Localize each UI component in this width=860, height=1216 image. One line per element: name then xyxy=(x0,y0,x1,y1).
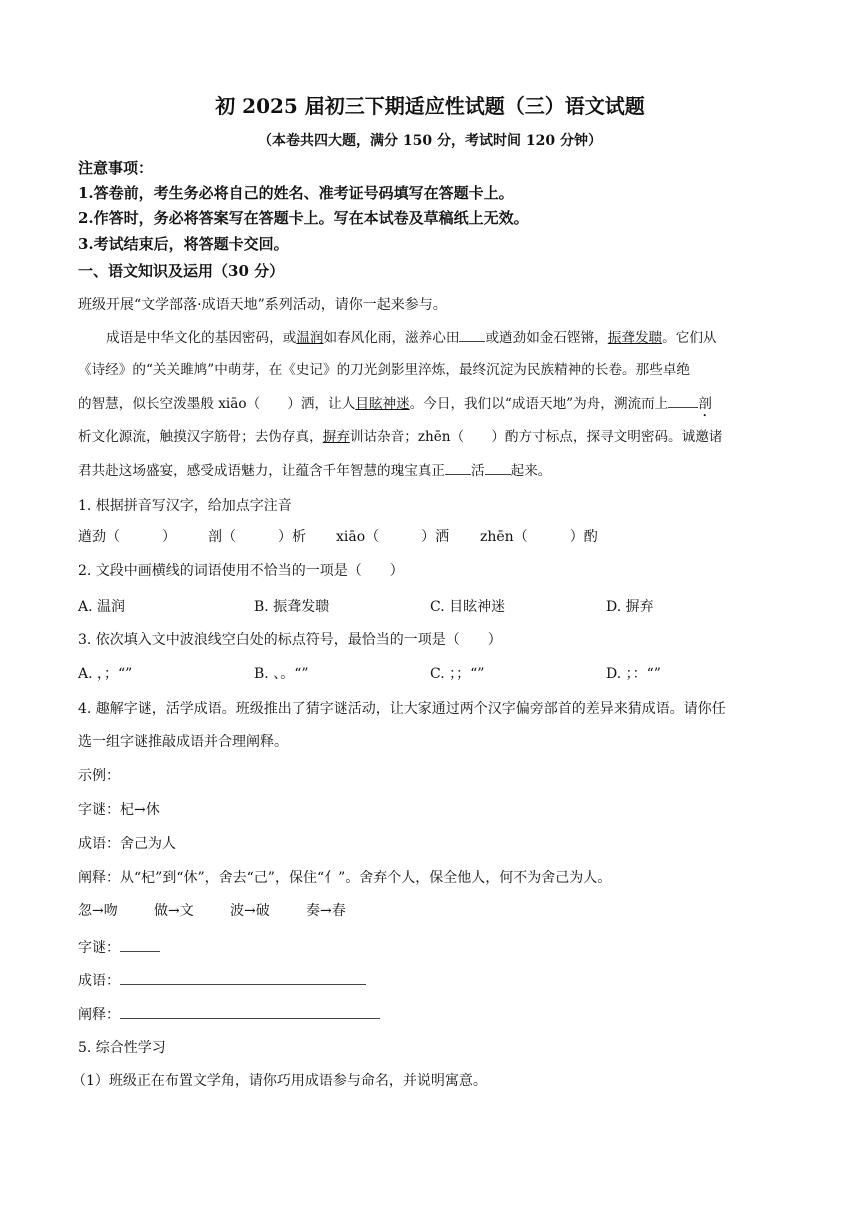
q2-option-a: A. 温润 xyxy=(78,599,126,615)
q3-option-a: A. ，；“” xyxy=(78,666,133,682)
underlined-word: 振聋发聩 xyxy=(607,330,663,346)
question-2-stem: 2. 文段中画横线的词语使用不恰当的一项是（ ） xyxy=(78,563,404,579)
underlined-word: 摒弃 xyxy=(322,429,350,445)
underlined-word: 目眩神迷 xyxy=(355,396,410,412)
page-subtitle: （本卷共四大题，满分 150 分，考试时间 120 分钟） xyxy=(258,133,602,149)
example-label: 示例： xyxy=(78,768,120,784)
answer-riddle-line: 字谜： xyxy=(78,937,160,958)
q2-option-c: C. 目眩神迷 xyxy=(430,599,506,615)
passage-line: 析文化源流，触摸汉字筋骨；去伪存真，摒弃训诂杂音；zhēn（ ）酌方寸标点，探寻文明密码。诚邀诸 xyxy=(78,429,723,445)
q3-option-c: C. ；；“” xyxy=(430,666,485,682)
q1-item-b: 剖（ ）析 xyxy=(208,529,306,545)
example-explain: 阐释：从“杞”到“休”，舍去“己”，保住“亻”。舍弃个人，保全他人，何不为舍己为人。 xyxy=(78,870,612,886)
passage-line: 的智慧，似长空泼墨般 xiāo（ ）洒，让人目眩神迷。今日，我们以“成语天地”为舟，溯流而上 剖 xyxy=(78,393,712,420)
example-riddle: 字谜：杞→休 xyxy=(78,802,160,818)
section-heading: 一、语文知识及运用（30 分） xyxy=(78,262,285,280)
notice-item: 1.答卷前，考生务必将自己的姓名、准考证号码填写在答题卡上。 xyxy=(78,184,514,202)
question-4-stem-cont: 选一组字谜推敲成语并合理阐释。 xyxy=(78,734,288,750)
answer-explain-line: 阐释： xyxy=(78,1004,380,1025)
answer-idiom-line: 成语： xyxy=(78,970,366,991)
wavy-blank xyxy=(445,460,471,475)
wavy-blank xyxy=(485,460,511,475)
question-3-stem: 3. 依次填入文中波浪线空白处的标点符号，最恰当的一项是（ ） xyxy=(78,632,502,648)
q3-option-b: B. 、。“” xyxy=(254,666,309,682)
answer-blank[interactable] xyxy=(120,1004,380,1019)
notice-heading: 注意事项： xyxy=(78,159,154,177)
example-idiom: 成语：舍己为人 xyxy=(78,836,176,852)
riddle-choice: 做→文 xyxy=(154,903,194,919)
section-intro: 班级开展“文学部落·成语天地”系列活动，请你一起来参与。 xyxy=(78,297,447,313)
riddle-choice: 忽→吻 xyxy=(78,903,118,919)
passage-line: 成语是中华文化的基因密码，或温润如春风化雨，滋养心田 或遒劲如金石铿锵，振聋发聩。它们从 xyxy=(106,327,717,348)
page-title: 初 2025 届初三下期适应性试题（三）语文试题 xyxy=(215,94,645,118)
question-1-stem: 1. 根据拼音写汉字，给加点字注音 xyxy=(78,498,292,514)
notice-item: 3.考试结束后，将答题卡交回。 xyxy=(78,235,289,253)
q2-option-b: B. 振聋发聩 xyxy=(254,599,330,615)
passage-line: 《诗经》的“关关雎鸠”中萌芽，在《史记》的刀光剑影里淬炼，最终沉淀为民族精神的长卷。那些卓绝 xyxy=(78,362,691,378)
q2-option-d: D. 摒弃 xyxy=(606,599,654,615)
q1-item-a: 遒劲（ ） xyxy=(78,529,176,545)
question-4-stem: 4. 趣解字谜，活学成语。班级推出了猜字谜活动，让大家通过两个汉字偏旁部首的差异来猜成语。请你任 xyxy=(78,701,726,717)
question-5-stem: 5. 综合性学习 xyxy=(78,1040,166,1056)
answer-blank[interactable] xyxy=(120,970,366,985)
notice-item: 2.作答时，务必将答案写在答题卡上。写在本试卷及草稿纸上无效。 xyxy=(78,209,529,227)
underlined-word: 温润 xyxy=(296,330,324,346)
q1-item-d: zhēn（ ）酌 xyxy=(480,529,598,545)
wavy-blank xyxy=(459,327,485,342)
riddle-choice: 奏→春 xyxy=(306,903,346,919)
q1-item-c: xiāo（ ）洒 xyxy=(336,529,450,545)
wavy-blank xyxy=(668,393,698,408)
question-5-sub1: （1）班级正在布置文学角，请你巧用成语参与命名，并说明寓意。 xyxy=(72,1073,487,1089)
q3-option-d: D. ；：“” xyxy=(606,666,661,682)
riddle-choice: 波→破 xyxy=(230,903,270,919)
answer-blank[interactable] xyxy=(120,937,160,952)
passage-line: 君共赴这场盛宴，感受成语魅力，让蕴含千年智慧的瑰宝真正 活 起来。 xyxy=(78,460,551,481)
